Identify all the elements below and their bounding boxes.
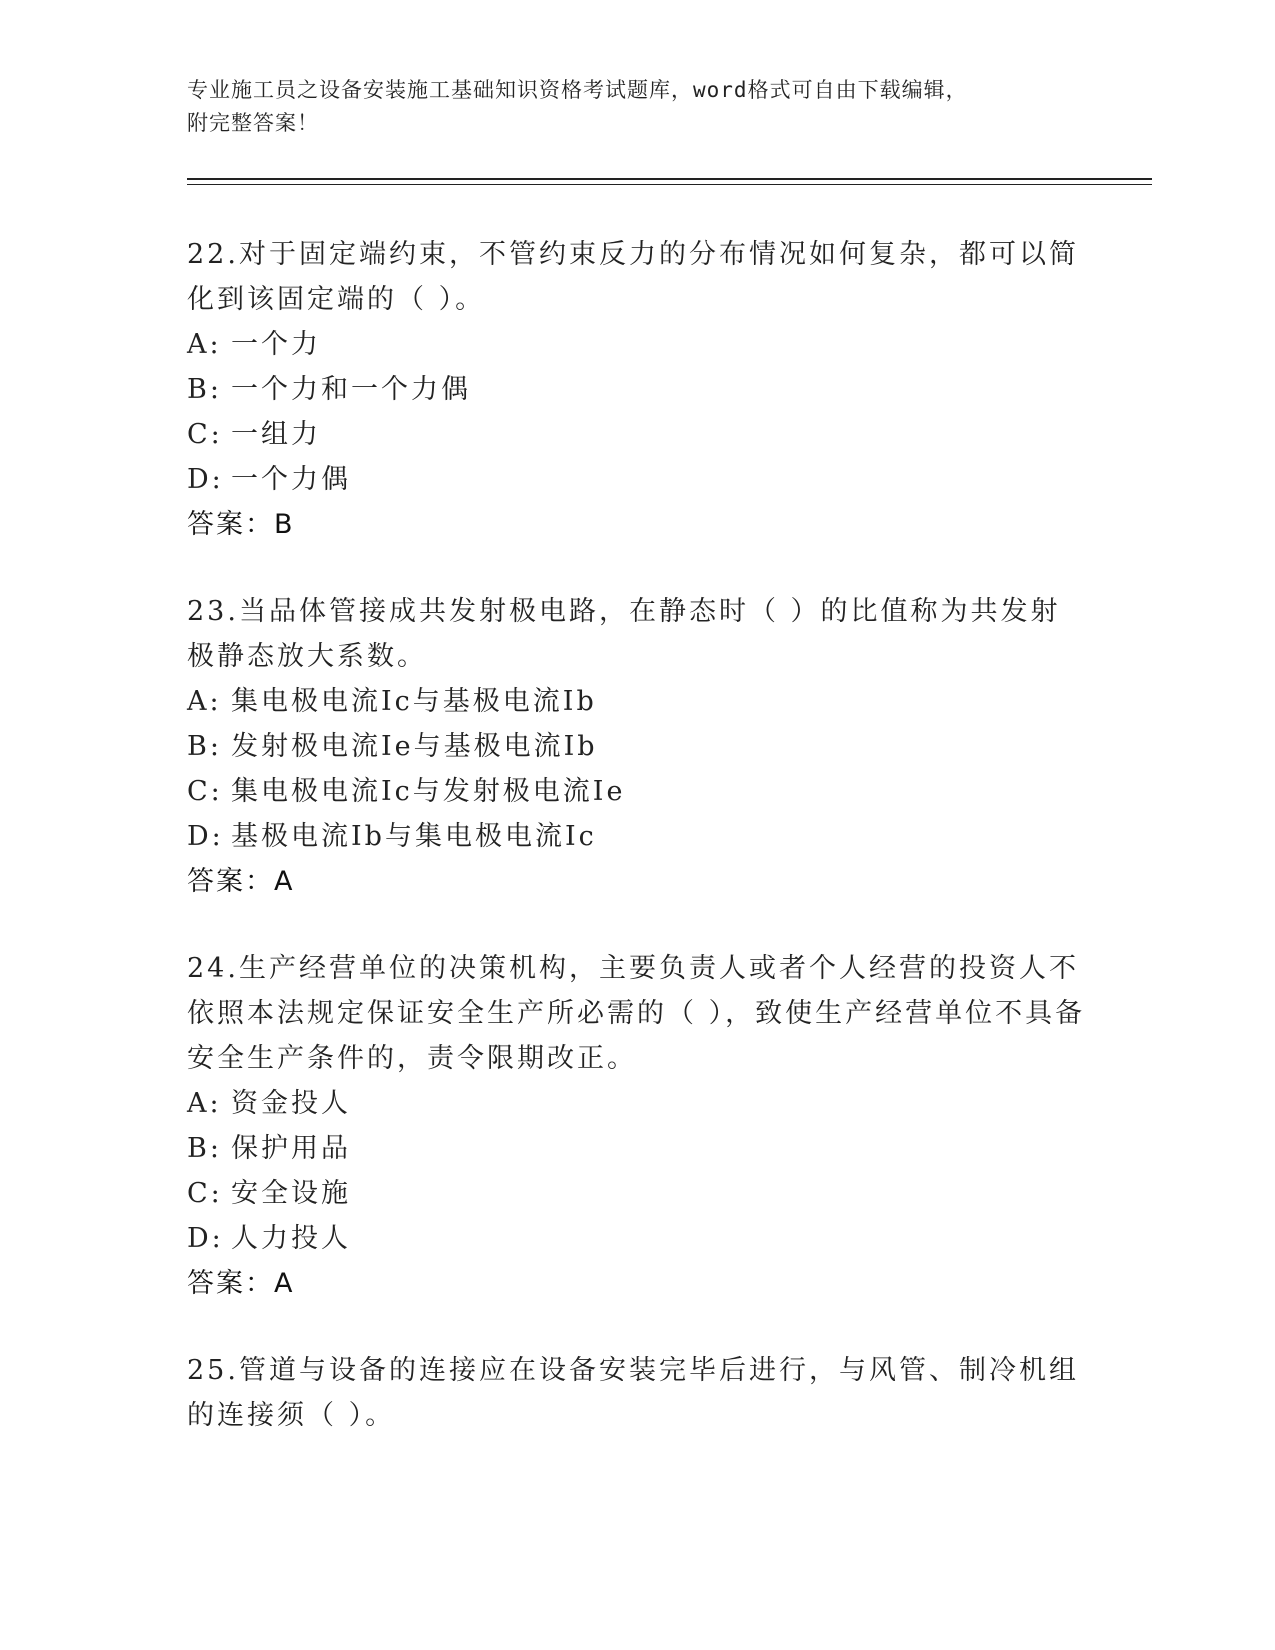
option-b	[187, 724, 1087, 769]
option-text: 资金投人	[231, 1088, 351, 1119]
option-d	[187, 457, 1087, 502]
question-stem: 23.当品体管接成共发射极电路，在静态时（ ）的比值称为共发射极静态放大系数。	[187, 596, 1061, 672]
question-23	[187, 589, 1087, 904]
question-24	[187, 946, 1087, 1306]
question-22	[187, 232, 1087, 547]
option-text: 集电极电流Ic与发射极电流Ie	[231, 776, 626, 807]
option-b	[187, 1126, 1087, 1171]
option-key: D:	[187, 464, 224, 495]
header-line-1: 专业施工员之设备安装施工基础知识资格考试题库，word格式可自由下载编辑，	[187, 78, 968, 102]
answer-line: 答案：A	[187, 1268, 295, 1299]
option-key: B:	[187, 731, 222, 762]
header-divider-thick	[187, 178, 1152, 180]
header-line-2: 附完整答案！	[187, 111, 319, 135]
answer-line: 答案：B	[187, 509, 295, 540]
option-key: A:	[187, 1088, 222, 1119]
option-c	[187, 769, 1087, 814]
option-key: B:	[187, 374, 222, 405]
option-key: D:	[187, 821, 224, 852]
question-stem: 24.生产经营单位的决策机构，主要负责人或者个人经营的投资人不依照本法规定保证安全生产所必需的（ ），致使生产经营单位不具备安全生产条件的，责令限期改正。	[187, 953, 1086, 1074]
option-b	[187, 367, 1087, 412]
option-key: C:	[187, 776, 223, 807]
option-c	[187, 412, 1087, 457]
option-d	[187, 814, 1087, 859]
question-25	[187, 1348, 1087, 1438]
option-text: 基极电流Ib与集电极电流Ic	[231, 821, 597, 852]
document-header	[187, 74, 1087, 140]
option-key: C:	[187, 1178, 223, 1209]
question-stem: 25.管道与设备的连接应在设备安装完毕后进行，与风管、制冷机组的连接须（ ）。	[187, 1355, 1079, 1431]
option-text: 一个力偶	[231, 464, 351, 495]
option-key: B:	[187, 1133, 222, 1164]
option-a	[187, 1081, 1087, 1126]
header-divider-thin	[187, 184, 1152, 185]
option-text: 集电极电流Ic与基极电流Ib	[231, 686, 597, 717]
question-stem: 22.对于固定端约束，不管约束反力的分布情况如何复杂，都可以简化到该固定端的（ ）。	[187, 239, 1079, 315]
option-text: 保护用品	[231, 1133, 351, 1164]
option-a	[187, 679, 1087, 724]
option-a	[187, 322, 1087, 367]
option-text: 人力投人	[231, 1223, 351, 1254]
option-text: 安全设施	[231, 1178, 351, 1209]
option-text: 发射极电流Ie与基极电流Ib	[231, 731, 598, 762]
option-d	[187, 1216, 1087, 1261]
option-key: C:	[187, 419, 223, 450]
option-text: 一个力	[231, 329, 321, 360]
option-key: D:	[187, 1223, 224, 1254]
option-key: A:	[187, 686, 222, 717]
answer-line: 答案：A	[187, 866, 295, 897]
option-key: A:	[187, 329, 222, 360]
option-text: 一个力和一个力偶	[231, 374, 471, 405]
option-c	[187, 1171, 1087, 1216]
option-text: 一组力	[231, 419, 321, 450]
question-list	[187, 232, 1087, 1480]
